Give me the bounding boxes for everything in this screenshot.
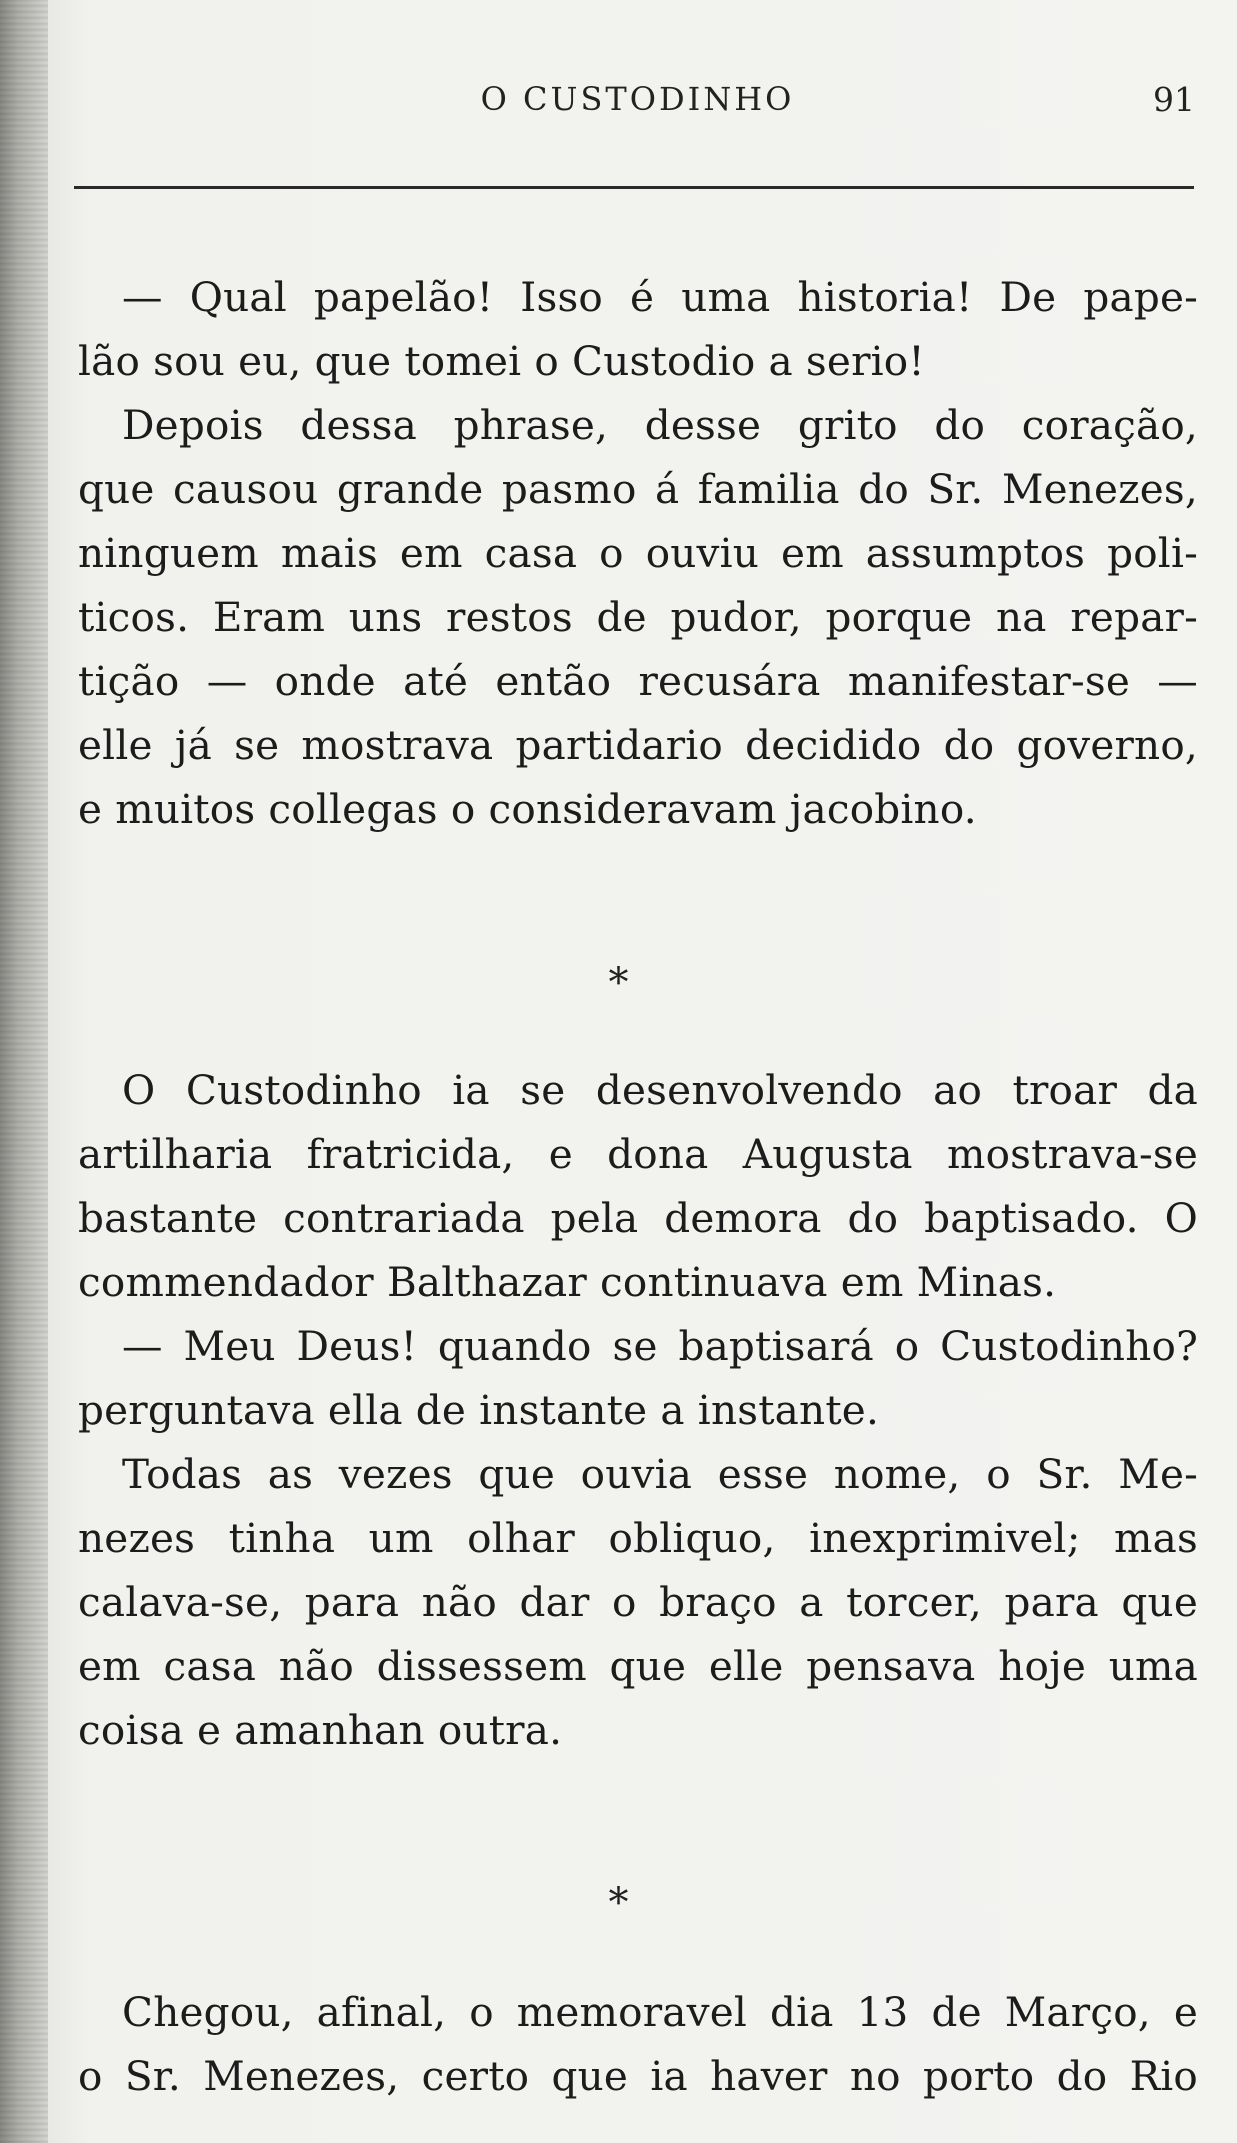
text-line: elle já se mostrava partidario decidido do governo, [78,721,1198,769]
section-separator: * [608,960,629,1006]
header-rule [74,186,1194,189]
text-line: artilharia fratricida, e dona Augusta mostrava-se [78,1130,1198,1178]
paragraph-block-1 [78,265,1198,841]
text-line: O Custodinho ia se desenvolvendo ao troar da [122,1066,1198,1114]
text-line: Todas as vezes que ouvia esse nome, o Sr. Me- [122,1450,1198,1498]
text-line: e muitos collegas o consideravam jacobino. [78,785,977,833]
text-line: em casa não dissessem que elle pensava hoje uma [78,1642,1198,1690]
text-line: — Meu Deus! quando se baptisará o Custodinho? [122,1322,1198,1370]
text-line: perguntava ella de instante a instante. [78,1386,880,1434]
text-line: nezes tinha um olhar obliquo, inexprimivel; mas [78,1514,1198,1562]
page-gutter-shadow [0,0,48,2143]
paragraph-block-2 [78,1058,1198,1762]
page-number: 91 [1153,80,1195,119]
text-line: tição — onde até então recusára manifestar-se — [78,657,1198,705]
page-header [80,80,1195,130]
running-head: O CUSTODINHO [480,80,795,118]
section-separator: * [608,1880,629,1926]
text-line: coisa e amanhan outra. [78,1706,563,1754]
text-line: Chegou, afinal, o memoravel dia 13 de Março, e [122,1988,1198,2036]
text-line: calava-se, para não dar o braço a torcer, para que [78,1578,1198,1626]
text-line: commendador Balthazar continuava em Minas. [78,1258,1057,1306]
text-line: ninguem mais em casa o ouviu em assumptos poli- [78,529,1198,577]
text-line: bastante contrariada pela demora do baptisado. O [78,1194,1198,1242]
text-line: ticos. Eram uns restos de pudor, porque na repar- [78,593,1198,641]
text-line: Depois dessa phrase, desse grito do coração, [122,401,1198,449]
text-line: — Qual papelão! Isso é uma historia! De pape- [122,273,1198,321]
paragraph-block-3 [78,1980,1198,2108]
text-line: que causou grande pasmo á familia do Sr. Menezes, [78,465,1198,513]
text-line: lão sou eu, que tomei o Custodio a serio! [78,337,925,385]
text-line: o Sr. Menezes, certo que ia haver no porto do Rio [78,2052,1198,2100]
